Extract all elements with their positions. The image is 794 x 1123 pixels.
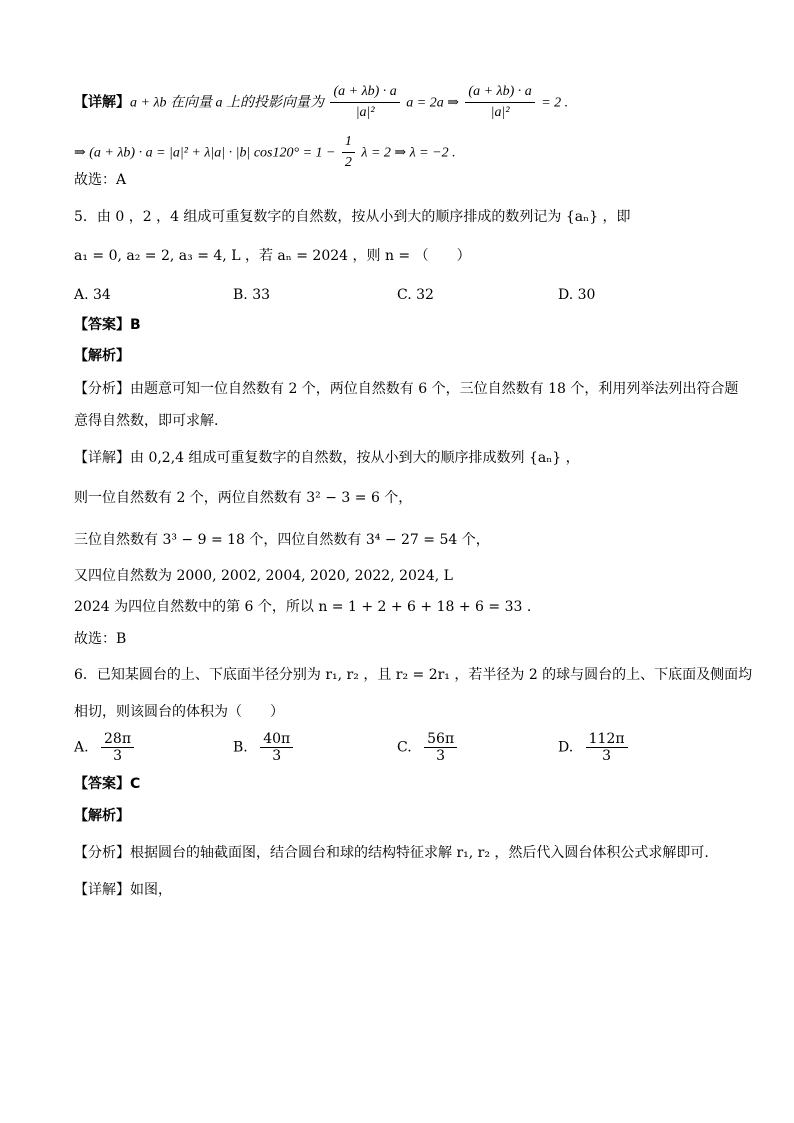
choose-line-1: 故选：A <box>74 172 127 188</box>
detail-line-1 <box>74 82 734 123</box>
q6-option-c: C. $\frac{56\pi}{3}$ <box>397 731 459 764</box>
q6-option-b: B. $\frac{40\pi}{3}$ <box>233 731 295 764</box>
q5-choose: 故选：B <box>74 631 127 647</box>
q5-answer: 【答案】B <box>74 317 141 333</box>
q6-analysis-1: 【分析】根据圆台的轴截面图，结合圆台和球的结构特征求解 r₁, r₂ ，然后代入圆台体积公式求解即可. <box>74 845 709 861</box>
projection-text: a + λb 在向量 a 上的投影向量为 <box>130 95 325 111</box>
q5-option-d: D. 30 <box>558 287 596 303</box>
q5-detail-1: 【详解】由 0,2,4 组成可重复数字的自然数，按从小到大的顺序排成数列 {aₙ} ， <box>74 450 580 466</box>
q5-detail-3: 三位自然数有 3³ − 9 = 18 个，四位自然数有 3⁴ − 27 = 54 个， <box>74 532 490 548</box>
q5-stem-1: 5．由 0 ，2 ，4 组成可重复数字的自然数，按从小到大的顺序排成的数列记为 {aₙ} ，即 <box>74 209 631 225</box>
q5-stem-2: a₁ = 0, a₂ = 2, a₃ = 4, L ，若 aₙ = 2024 ，则 n = （ ） <box>74 248 471 264</box>
q6-stem-2: 相切，则该圆台的体积为（ ） <box>74 704 284 720</box>
fraction-half: $\frac{1}{2}$ <box>342 132 355 173</box>
q5-analysis-head: 【解析】 <box>74 348 130 364</box>
q5-option-a: A. 34 <box>74 287 111 303</box>
q6-option-a: A. $\frac{28\pi}{3}$ <box>74 731 136 764</box>
q6-option-d: D. $\frac{112\pi}{3}$ <box>558 731 630 764</box>
projection-mid: a = 2a ⇒ <box>406 95 459 111</box>
q5-option-b: B. 33 <box>233 287 271 303</box>
q5-detail-2: 则一位自然数有 2 个，两位自然数有 3² − 3 = 6 个， <box>74 490 413 506</box>
q5-analysis-1: 【分析】由题意可知一位自然数有 2 个，两位自然数有 6 个，三位自然数有 18 个，利用列举法列出符合题 <box>74 381 739 397</box>
q5-detail-4: 又四位自然数为 2000, 2002, 2004, 2020, 2022, 2024, L <box>74 568 453 584</box>
q5-analysis-2: 意得自然数，即可求解. <box>74 413 219 429</box>
detail-label: 【详解】 <box>74 94 130 111</box>
q6-detail-1: 【详解】如图， <box>74 882 172 898</box>
q6-stem-1: 6．已知某圆台的上、下底面半径分别为 r₁, r₂ ，且 r₂ = 2r₁ ，若半径为 2 的球与圆台的上、下底面及侧面均 <box>74 667 753 683</box>
q6-analysis-head: 【解析】 <box>74 808 130 824</box>
fraction-2: $\frac{(a + \lambda b) \cdot a}{\text{|a|²}}$ <box>465 82 534 123</box>
derivation-line: ⇒ (a + λb) · a = |a|² + λ|a| · |b| cos120° = 1 − $\frac{1}{2}$ λ = 2 ⇒ λ = −2 . <box>74 132 734 173</box>
projection-end: = 2 . <box>541 95 569 111</box>
q5-option-c: C. 32 <box>397 287 434 303</box>
q6-answer: 【答案】C <box>74 776 141 792</box>
fraction-1: $\frac{(a + \lambda b) \cdot a}{\text{|a|²}}$ <box>330 82 399 123</box>
q5-detail-5: 2024 为四位自然数中的第 6 个，所以 n = 1 + 2 + 6 + 18 + 6 = 33 . <box>74 599 532 615</box>
